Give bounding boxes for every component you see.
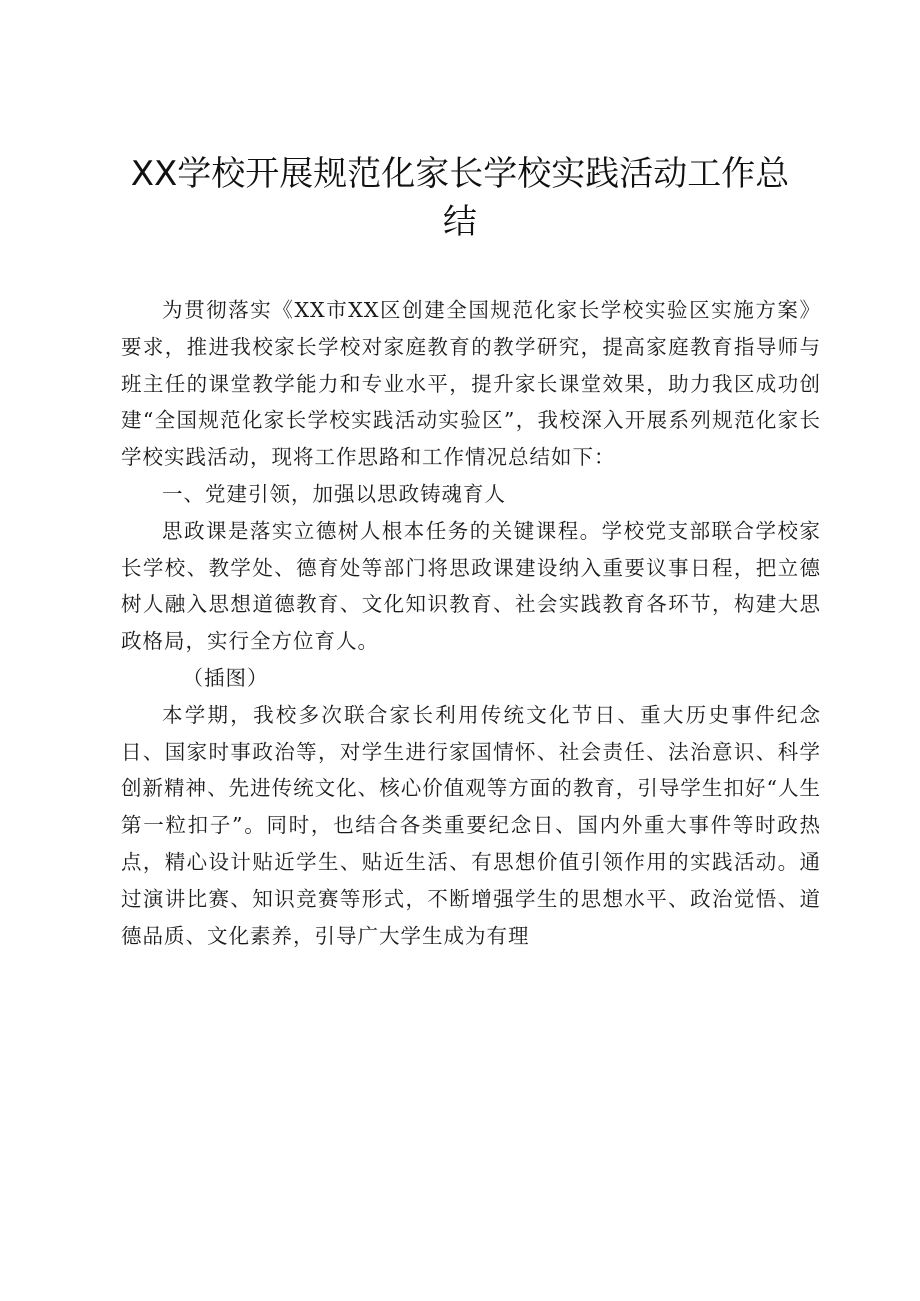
paragraph-ideology-course: 思政课是落实立德树人根本任务的关键课程。学校党支部联合学校家长学校、教学处、德育处等部门将思政课建设纳入重要议事日程，把立德树人融入思想道德教育、文化知识教育、社会实践教育各环节，构建大思政格局，实行全方位育人。 bbox=[121, 518, 821, 654]
document-title: XX学校开展规范化家长学校实践活动工作总结 bbox=[130, 154, 790, 242]
figure-placeholder: （插图） bbox=[182, 665, 269, 690]
paragraph-semester-activities: 本学期，我校多次联合家长利用传统文化节日、重大历史事件纪念日、国家时事政治等，对学生进行家国情怀、社会责任、法治意识、科学创新精神、先进传统文化、核心价值观等方面的教育，引导学生扣好“人生第一粒扣子”。同时，也结合各类重要纪念日、国内外重大事件等时政热点，精心设计贴近学生、贴近生活、有思想价值引领作用的实践活动。通过演讲比赛、知识竞赛等形式，不断增强学生的思想水平、政治觉悟、道德品质、文化素养，引导广大学生成为有理 bbox=[121, 702, 821, 948]
document-body bbox=[121, 292, 821, 954]
paragraph-intro: 为贯彻落实《XX市XX区创建全国规范化家长学校实验区实施方案》要求，推进我校家长学校对家庭教育的教学研究，提高家庭教育指导师与班主任的课堂教学能力和专业水平，提升家长课堂效果，助力我区成功创建“全国规范化家长学校实践活动实验区”，我校深入开展系列规范化家长学校实践活动，现将工作思路和工作情况总结如下： bbox=[121, 298, 821, 470]
section-heading-1: 一、党建引领，加强以思政铸魂育人 bbox=[162, 481, 506, 506]
